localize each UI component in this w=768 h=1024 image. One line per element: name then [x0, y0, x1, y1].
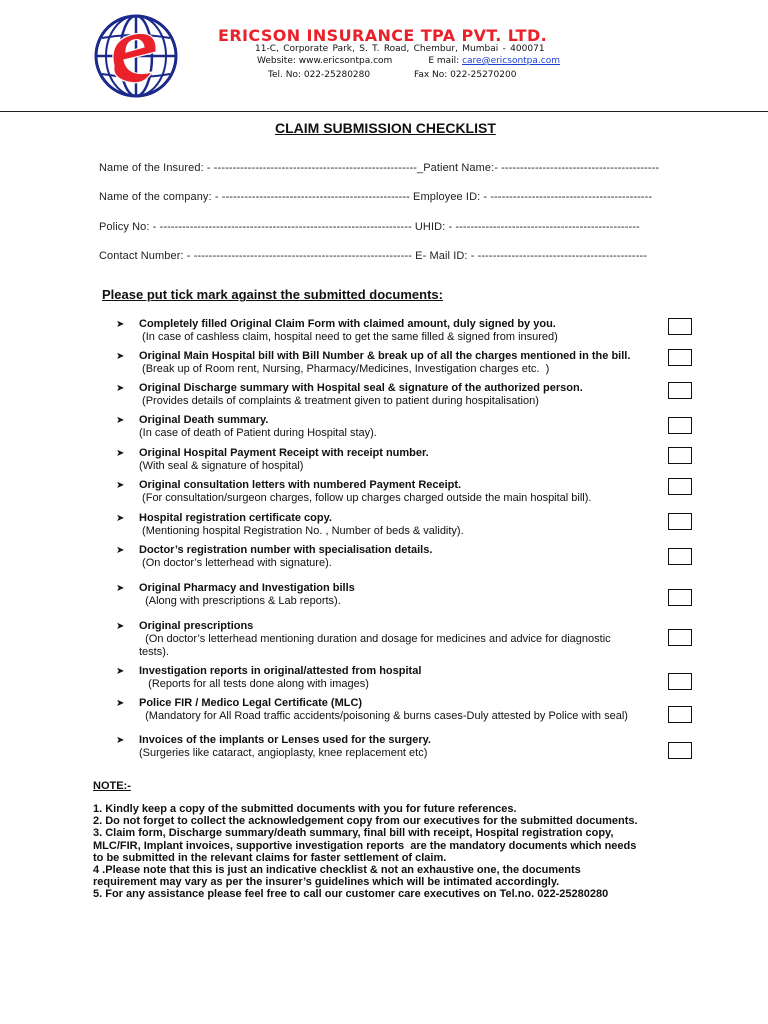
document-checkbox[interactable] — [668, 417, 692, 434]
document-checkbox[interactable] — [668, 513, 692, 530]
bullet-arrow-icon: ➤ — [116, 319, 125, 330]
bullet-arrow-icon: ➤ — [116, 735, 125, 746]
bullet-arrow-icon: ➤ — [116, 383, 125, 394]
bullet-arrow-icon: ➤ — [116, 351, 125, 362]
checklist-item-title: Original consultation letters with numbered Payment Receipt. — [139, 479, 462, 491]
bullet-arrow-icon: ➤ — [116, 698, 125, 709]
bullet-arrow-icon: ➤ — [116, 621, 125, 632]
telephone-number: Tel. No: 022-25280280 — [268, 70, 371, 80]
checklist-item-note: (For consultation/surgeon charges, follow up charges charged outside the main hospital bill). — [139, 492, 592, 504]
bullet-arrow-icon: ➤ — [116, 480, 125, 491]
company-employee-id-field[interactable]: Name of the company: - -------------------------------------------------- Employee ID: - ------------------------------------------- — [99, 191, 653, 203]
bullet-arrow-icon: ➤ — [116, 513, 125, 524]
company-name: ERICSON INSURANCE TPA PVT. LTD. — [218, 26, 548, 45]
document-checkbox[interactable] — [668, 382, 692, 399]
bullet-arrow-icon: ➤ — [116, 415, 125, 426]
bullet-arrow-icon: ➤ — [116, 583, 125, 594]
checklist-item-title: Invoices of the implants or Lenses used for the surgery. — [139, 734, 431, 746]
document-checkbox[interactable] — [668, 706, 692, 723]
page-title: CLAIM SUBMISSION CHECKLIST — [275, 120, 496, 136]
checklist-item-note: (With seal & signature of hospital) — [139, 460, 304, 472]
document-checkbox[interactable] — [668, 447, 692, 464]
checklist-item-title: Original Hospital Payment Receipt with receipt number. — [139, 447, 429, 459]
document-checkbox[interactable] — [668, 742, 692, 759]
checklist-item-note: (In case of death of Patient during Hospital stay). — [139, 427, 377, 439]
contact-email-field[interactable]: Contact Number: - ---------------------------------------------------------- E- Mail ID: - --------------------------------------------- — [99, 250, 647, 262]
company-address: 11-C, Corporate Park, S. T. Road, Chembur, Mumbai - 400071 — [255, 44, 545, 54]
note-item: 5. For any assistance please feel free to call our customer care executives on Tel.no. 022-25280280 — [93, 888, 609, 901]
document-checkbox[interactable] — [668, 478, 692, 495]
document-checkbox[interactable] — [668, 673, 692, 690]
checklist-item-title: Doctor’s registration number with specialisation details. — [139, 544, 433, 556]
checklist-item-title: Investigation reports in original/attested from hospital — [139, 665, 422, 677]
checklist-item-note: (Mentioning hospital Registration No. , Number of beds & validity). — [139, 525, 464, 537]
checklist-item-note: (In case of cashless claim, hospital need to get the same filled & signed from insured) — [139, 331, 558, 343]
checklist-item-title: Original prescriptions — [139, 620, 254, 632]
insured-patient-name-field[interactable]: Name of the Insured: - ------------------------------------------------------_Patient Name:- ------------------------------------------ — [99, 162, 660, 174]
contact-web-email-line — [257, 56, 560, 66]
policy-uhid-field[interactable]: Policy No: - ------------------------------------------------------------------- UHID: - ------------------------------------------------- — [99, 221, 640, 233]
note-item: 4 .Please note that this is just an indicative checklist & not an exhaustive one, the documents requirement may vary as per the insurer’s guidelines which will be intimated accordingly. — [93, 864, 581, 889]
checklist-item-note: (Along with prescriptions & Lab reports). — [139, 595, 341, 607]
checklist-item-title: Original Main Hospital bill with Bill Number & break up of all the charges mentioned in the bill. — [139, 350, 631, 362]
checklist-item-note: (Reports for all tests done along with images) — [139, 678, 369, 690]
note-item: 3. Claim form, Discharge summary/death summary, final bill with receipt, Hospital registration copy, MLC/FIR, Implant invoices, supportive investigation reports are the mandatory documents which needs to be submitted in the relevant claims for faster settlement of claim. — [93, 827, 637, 864]
note-heading: NOTE:- — [93, 780, 131, 792]
note-item: 1. Kindly keep a copy of the submitted documents with you for future references. — [93, 803, 517, 815]
checklist-item-title: Hospital registration certificate copy. — [139, 512, 332, 524]
tick-instruction-text: Please put tick mark against the submitted documents: — [102, 287, 443, 302]
document-checkbox[interactable] — [668, 318, 692, 335]
checklist-item-note: (Mandatory for All Road traffic accidents/poisoning & burns cases-Duly attested by Police with seal) — [139, 710, 628, 722]
header-divider — [0, 111, 768, 112]
checklist-item-title: Police FIR / Medico Legal Certificate (MLC) — [139, 697, 363, 709]
checklist-item-note: (On doctor’s letterhead with signature). — [139, 557, 332, 569]
note-item: 2. Do not forget to collect the acknowledgement copy from our executives for the submitted documents. — [93, 815, 638, 828]
tick-instruction — [102, 287, 443, 302]
document-checkbox[interactable] — [668, 629, 692, 646]
note-list — [93, 803, 693, 901]
email-link[interactable]: care@ericsontpa.com — [462, 56, 560, 66]
bullet-arrow-icon: ➤ — [116, 666, 125, 677]
website-link[interactable]: www.ericsontpa.com — [298, 56, 393, 66]
checklist-item-note: (On doctor’s letterhead mentioning duration and dosage for medicines and advice for diagnostic tests). — [139, 633, 611, 658]
checklist-item-title: Original Discharge summary with Hospital seal & signature of the authorized person. — [139, 382, 583, 394]
email-label: E mail: — [428, 56, 463, 66]
checklist-item-title: Original Pharmacy and Investigation bills — [139, 582, 355, 594]
bullet-arrow-icon: ➤ — [116, 545, 125, 556]
bullet-arrow-icon: ➤ — [116, 448, 125, 459]
checklist-item-note: (Provides details of complaints & treatment given to patient during hospitalisation) — [139, 395, 539, 407]
document-checkbox[interactable] — [668, 548, 692, 565]
fax-number: Fax No: 022-25270200 — [414, 70, 517, 80]
document-checkbox[interactable] — [668, 349, 692, 366]
document-checkbox[interactable] — [668, 589, 692, 606]
website-label: Website: — [257, 56, 299, 66]
checklist-item-title: Original Death summary. — [139, 414, 269, 426]
checklist-item-title: Completely filled Original Claim Form with claimed amount, duly signed by you. — [139, 318, 556, 330]
company-logo-icon — [94, 14, 178, 98]
checklist-item-note: (Break up of Room rent, Nursing, Pharmacy/Medicines, Investigation charges etc. ) — [139, 363, 550, 375]
checklist-item-note: (Surgeries like cataract, angioplasty, knee replacement etc) — [139, 747, 428, 759]
